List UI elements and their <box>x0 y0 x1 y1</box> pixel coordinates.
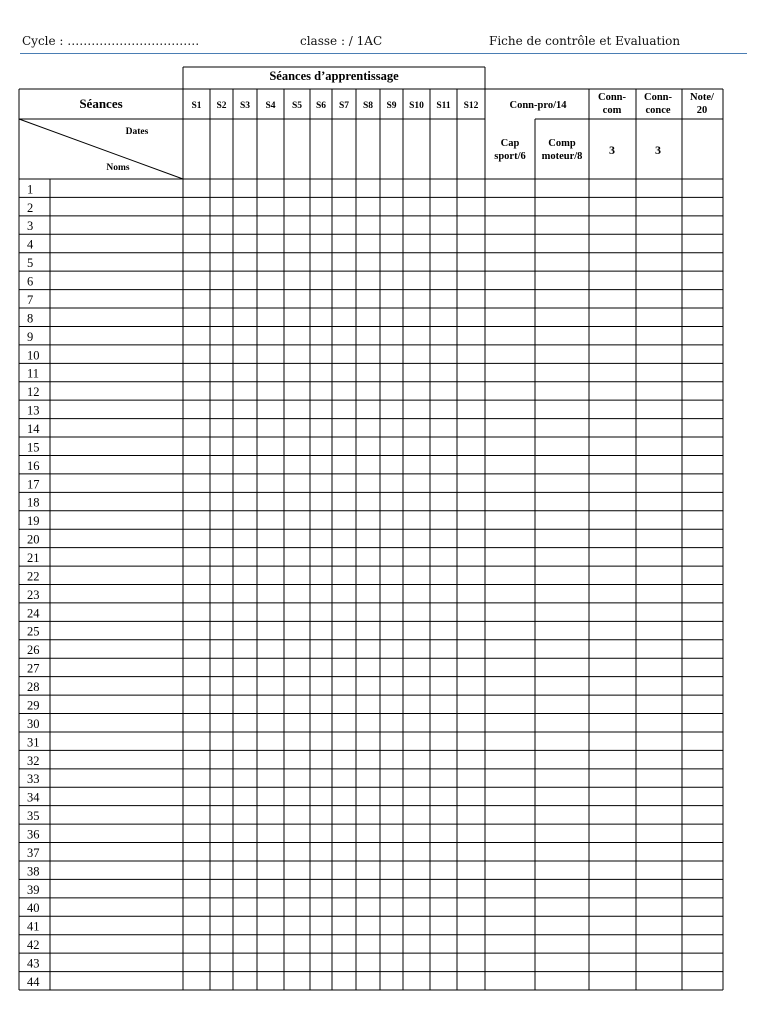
row-number: 28 <box>27 680 40 695</box>
row-number: 35 <box>27 809 40 824</box>
session-header: S6 <box>315 101 327 111</box>
cycle-field: Cycle : …………………………… <box>22 34 200 48</box>
comp-moteur-header-line1: Comp <box>548 138 576 149</box>
row-number: 34 <box>27 790 40 805</box>
conn-conce-header-line2: conce <box>645 105 671 116</box>
row-number: 18 <box>27 495 40 510</box>
dates-label: Dates <box>125 127 149 137</box>
session-header: S3 <box>239 101 251 111</box>
row-number: 42 <box>27 938 40 953</box>
conn-conce-header-line1: Conn- <box>643 92 673 103</box>
row-number: 31 <box>27 735 40 750</box>
row-number: 15 <box>27 440 40 455</box>
session-header: S4 <box>265 101 276 111</box>
session-header: S10 <box>409 101 424 111</box>
seances-label: Séances <box>79 96 123 111</box>
row-number: 4 <box>27 237 34 252</box>
row-number: 27 <box>27 661 40 676</box>
row-number: 32 <box>27 753 40 768</box>
row-number: 17 <box>27 477 40 492</box>
row-number: 38 <box>27 864 40 879</box>
row-number: 10 <box>27 348 40 363</box>
row-number: 9 <box>27 329 34 344</box>
row-number: 5 <box>27 256 34 271</box>
cap-sport-header-line2: sport/6 <box>494 151 526 162</box>
comp-moteur-header-line2: moteur/8 <box>541 151 583 162</box>
session-header: S5 <box>291 101 303 111</box>
group-title: Séances d’apprentissage <box>269 69 399 83</box>
row-number: 20 <box>27 532 40 547</box>
dates-noms-diagonal <box>19 119 183 179</box>
cap-sport-header-line1: Cap <box>500 138 520 149</box>
row-number: 26 <box>27 643 40 658</box>
row-number: 21 <box>27 551 40 566</box>
row-number: 11 <box>27 366 40 381</box>
row-number: 40 <box>27 901 40 916</box>
row-number: 25 <box>27 624 40 639</box>
row-number: 24 <box>27 606 40 621</box>
row-number: 23 <box>27 587 40 602</box>
row-number: 3 <box>27 219 34 234</box>
classe-field: classe : / 1AC <box>300 34 383 48</box>
row-number: 12 <box>27 385 40 400</box>
session-header: S11 <box>436 101 451 111</box>
conn-com-value: 3 <box>609 143 615 157</box>
row-number: 33 <box>27 772 40 787</box>
row-number: 22 <box>27 569 40 584</box>
conn-pro-header: Conn-pro/14 <box>509 100 567 111</box>
row-number: 19 <box>27 514 40 529</box>
row-number: 44 <box>27 974 40 989</box>
note-header-line2: 20 <box>696 105 708 116</box>
row-number: 41 <box>27 919 40 934</box>
row-number: 6 <box>27 274 34 289</box>
conn-com-header-line1: Conn- <box>597 92 627 103</box>
row-number: 30 <box>27 716 40 731</box>
conn-com-header-line2: com <box>602 105 622 116</box>
row-number: 16 <box>27 458 40 473</box>
row-number: 14 <box>27 421 40 436</box>
session-header: S1 <box>191 101 202 111</box>
row-number: 43 <box>27 956 40 971</box>
document-title: Fiche de contrôle et Evaluation <box>489 34 681 48</box>
row-number: 29 <box>27 698 40 713</box>
session-header: S2 <box>216 101 227 111</box>
session-header: S12 <box>463 101 479 111</box>
row-number: 36 <box>27 827 40 842</box>
session-header: S9 <box>386 101 397 111</box>
row-number: 39 <box>27 882 40 897</box>
session-header: S8 <box>362 101 374 111</box>
conn-conce-value: 3 <box>655 143 661 157</box>
row-number: 37 <box>27 845 40 860</box>
row-number: 8 <box>27 311 34 326</box>
row-number: 7 <box>27 292 34 307</box>
row-number: 13 <box>27 403 40 418</box>
row-number: 1 <box>27 182 34 197</box>
row-number: 2 <box>27 200 34 215</box>
noms-label: Noms <box>106 163 130 173</box>
note-header-line1: Note/ <box>690 92 714 103</box>
session-header: S7 <box>338 101 350 111</box>
